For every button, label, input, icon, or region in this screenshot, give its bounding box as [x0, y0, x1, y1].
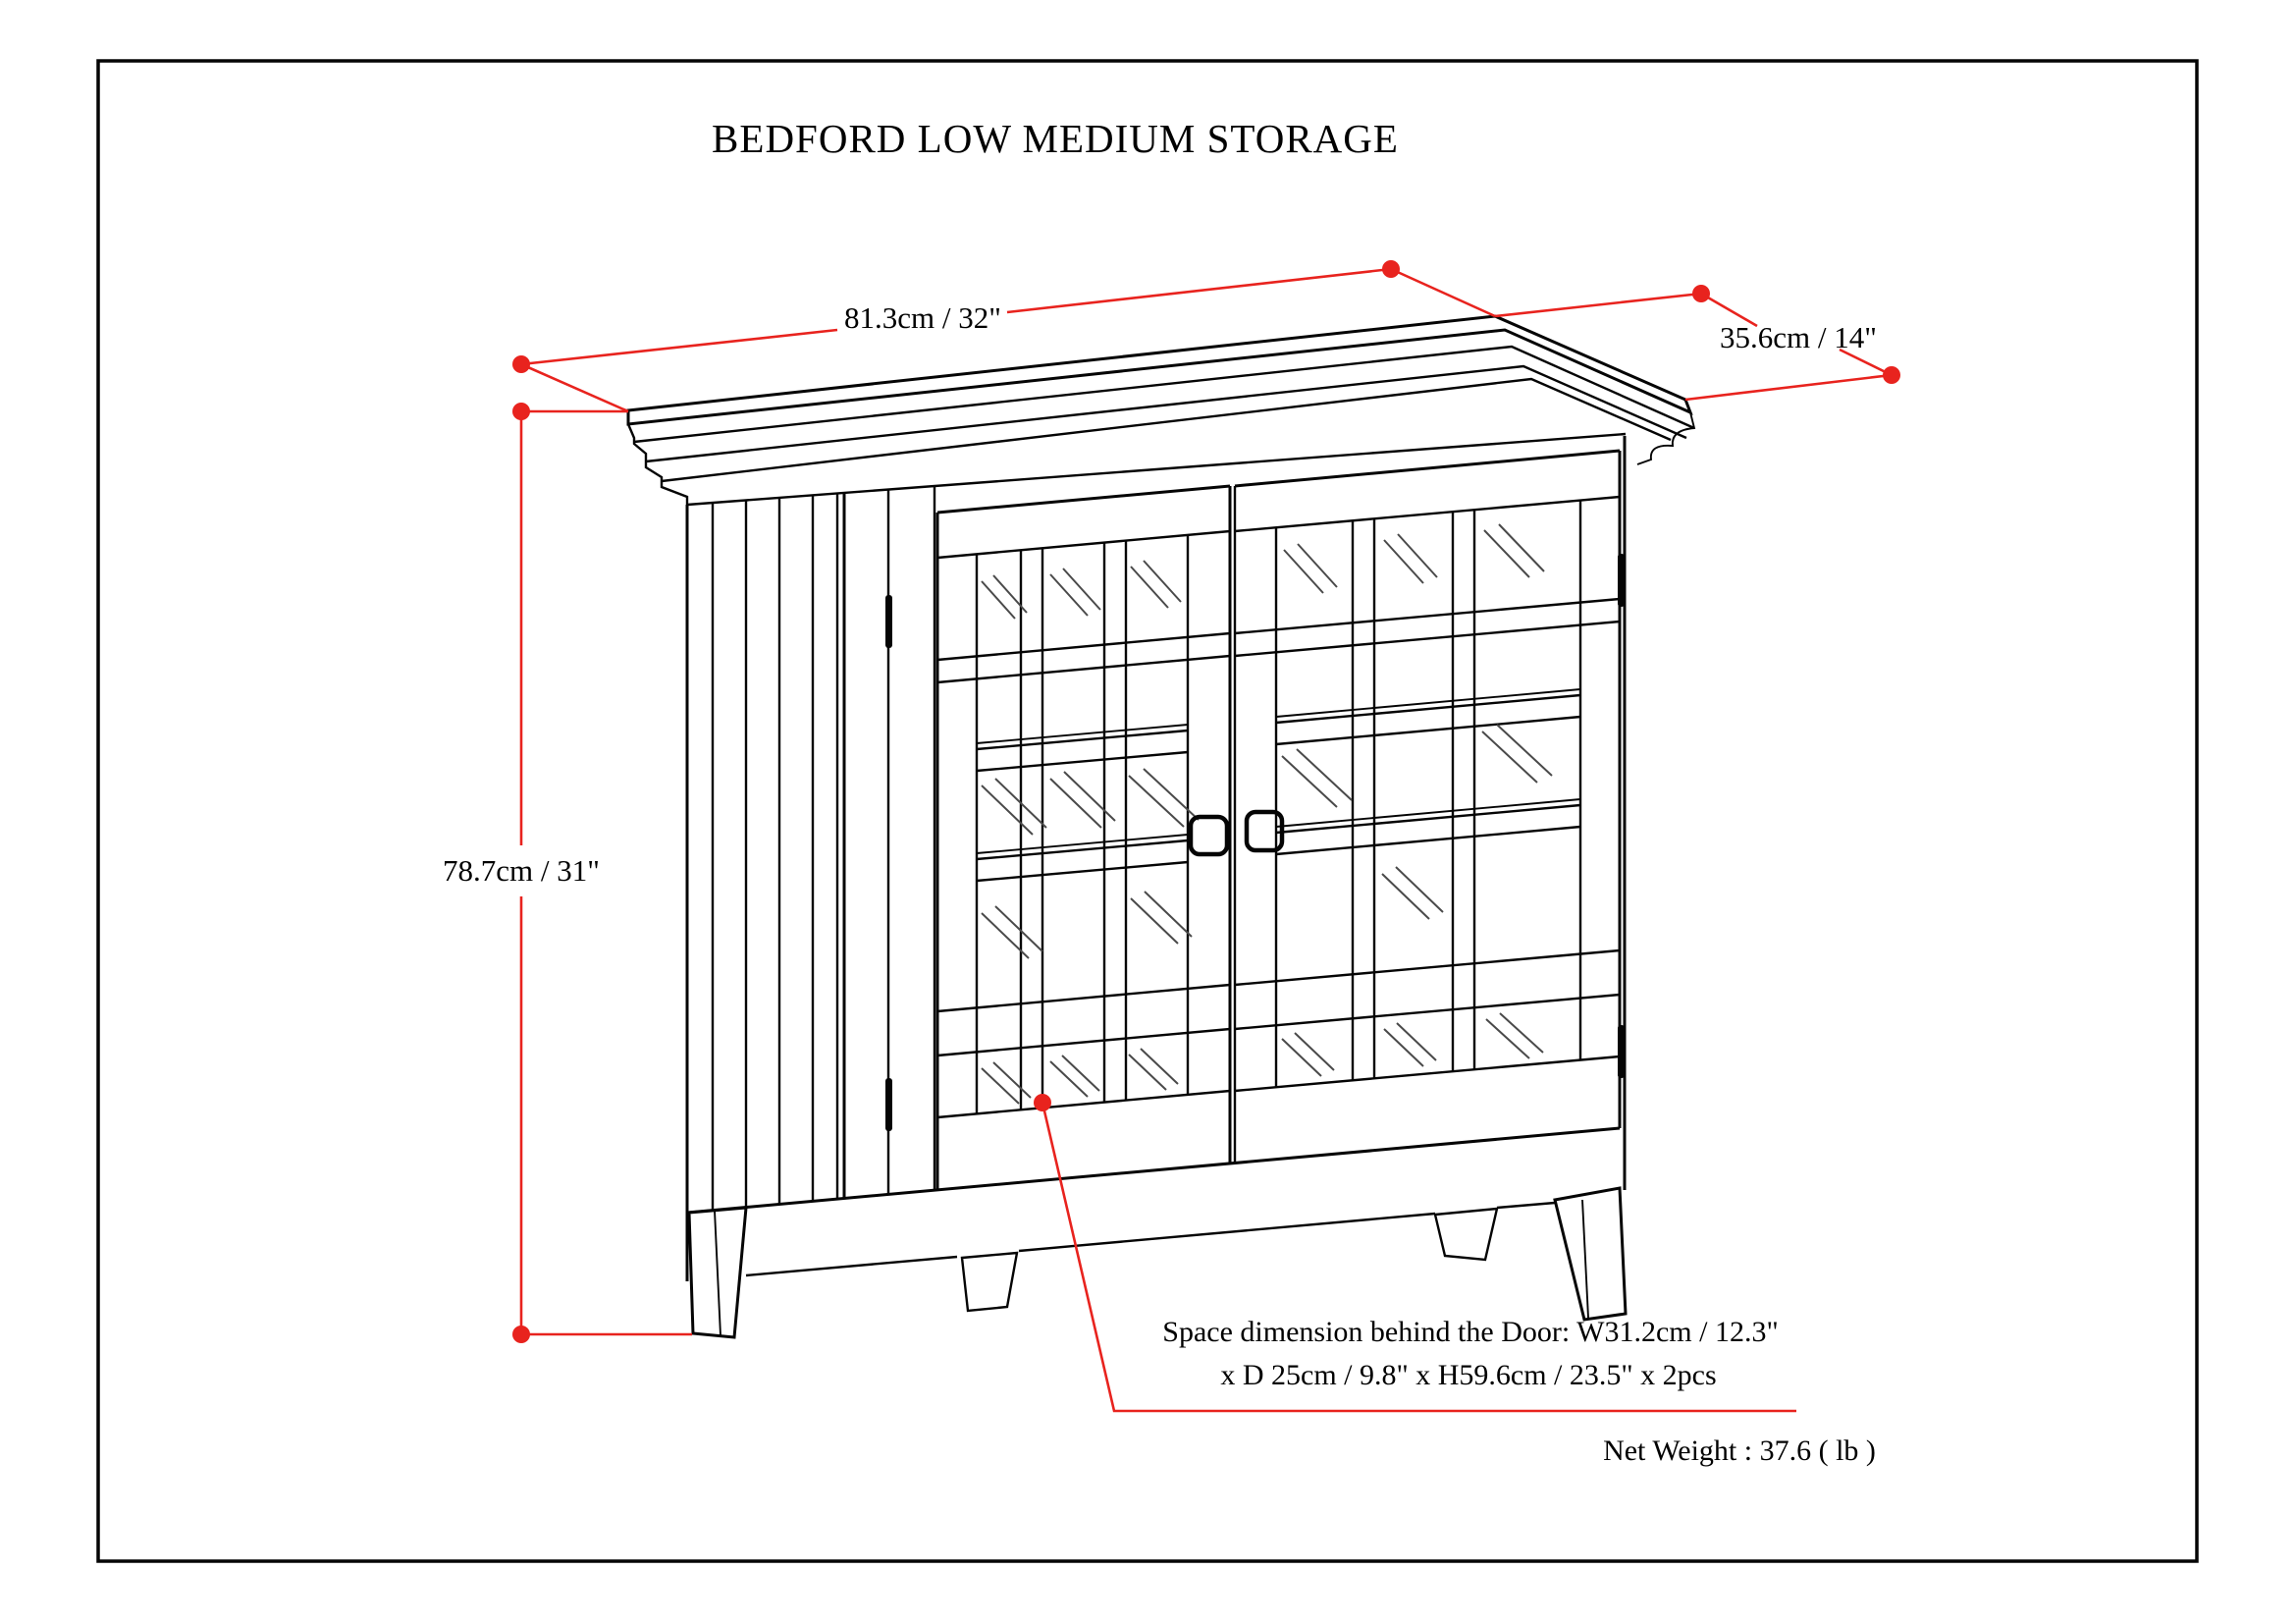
width-dimension-label: 81.3cm / 32": [844, 300, 1001, 335]
net-weight-label: Net Weight : 37.6 ( lb ): [1603, 1435, 1876, 1467]
dimension-endpoint-dot: [1692, 285, 1710, 302]
door-handle-left: [1191, 817, 1227, 854]
page-border: [98, 61, 2197, 1561]
height-dimension-label: 78.7cm / 31": [443, 853, 600, 888]
hinge-icon: [1618, 554, 1625, 607]
back-left-leg: [962, 1253, 1017, 1311]
height-dimension: [443, 403, 692, 1343]
cabinet-drawing: [628, 316, 1694, 1337]
front-right-leg: [1555, 1188, 1626, 1320]
shelves: [977, 689, 1580, 881]
dimension-endpoint-dot: [512, 355, 530, 373]
door-space-label-line1: Space dimension behind the Door: W31.2cm / 12.3": [1162, 1316, 1779, 1348]
back-right-leg: [1435, 1209, 1497, 1260]
hinge-icon: [885, 595, 892, 648]
door-space-label-line2: x D 25cm / 9.8" x H59.6cm / 23.5" x 2pcs: [1220, 1359, 1717, 1391]
hinge-icon: [885, 1078, 892, 1131]
dimension-endpoint-dot: [512, 403, 530, 420]
side-panel: [687, 486, 934, 1281]
page-title: BEDFORD LOW MEDIUM STORAGE: [712, 116, 1399, 161]
crown-molding: [628, 347, 1694, 505]
annotation-point-dot: [1034, 1094, 1051, 1111]
depth-dimension-label: 35.6cm / 14": [1720, 320, 1877, 354]
dimension-endpoint-dot: [512, 1326, 530, 1343]
dimension-endpoint-dot: [1382, 260, 1400, 278]
dimension-endpoint-dot: [1883, 366, 1900, 384]
right-door: [1235, 451, 1620, 1128]
hinge-icon: [1618, 1025, 1625, 1078]
door-space-annotation: [1034, 1094, 1796, 1411]
